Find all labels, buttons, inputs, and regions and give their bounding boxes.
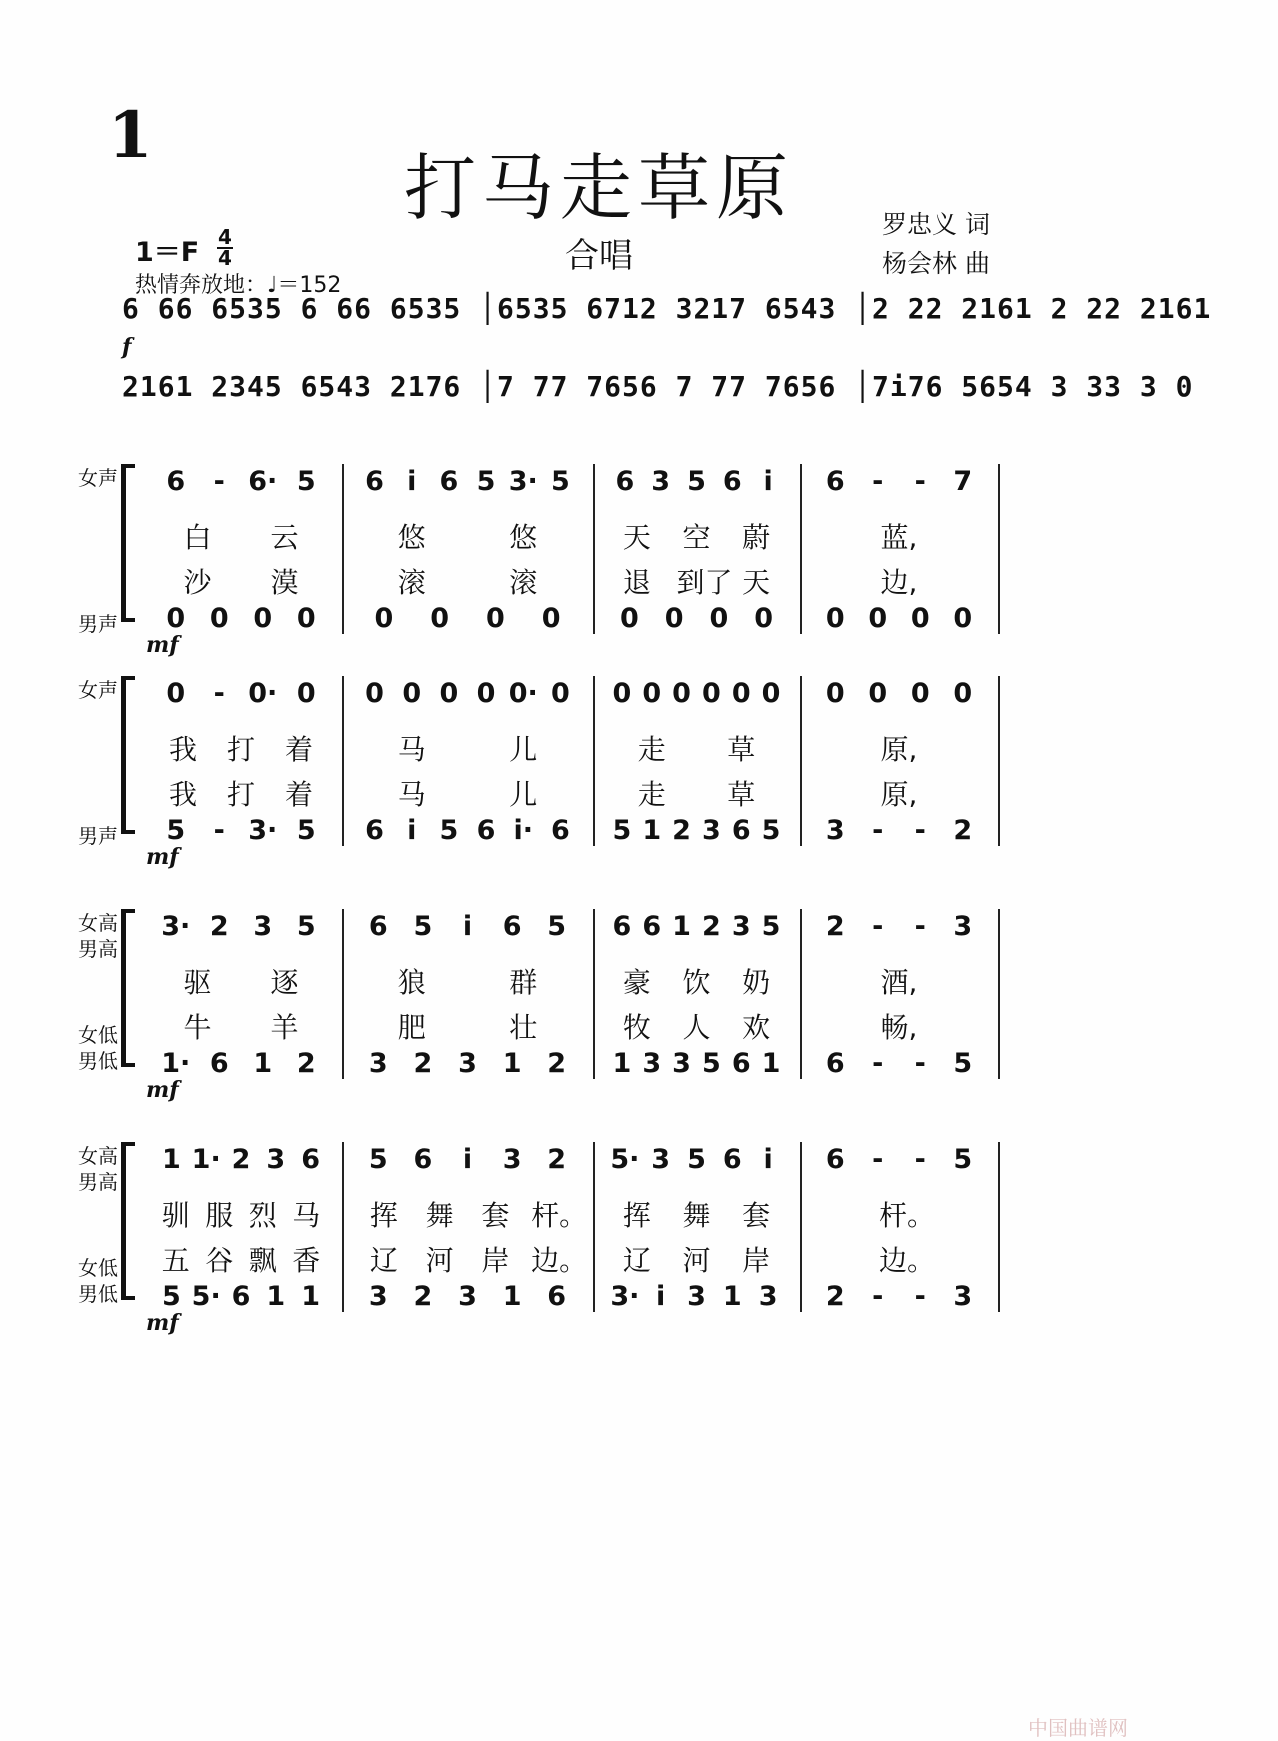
note-bottom: 3	[953, 1281, 973, 1312]
note-top: -	[872, 911, 884, 942]
system-bracket	[121, 913, 133, 1063]
lyric-verse-1: 烈	[248, 1199, 277, 1232]
lyric-verse-2: 边。	[531, 1244, 588, 1277]
lyric-verse-1: 白	[183, 521, 212, 554]
note-bottom: 6	[476, 815, 496, 846]
note-top: i	[763, 466, 773, 497]
barline	[593, 464, 595, 634]
note-bottom: 2	[413, 1281, 433, 1312]
note-bottom: 3·	[248, 815, 278, 846]
note-bottom: 0	[953, 603, 973, 634]
time-sig-top: 4	[218, 225, 232, 249]
note-top: -	[914, 466, 926, 497]
note-top: 5	[296, 466, 316, 497]
lyric-verse-2: 天	[742, 566, 771, 599]
note-top: 1·	[191, 1144, 221, 1175]
note-bottom: -	[914, 1048, 926, 1079]
note-top: -	[914, 1144, 926, 1175]
lyric-verse-1: 舞	[425, 1199, 454, 1232]
song-title: 打马走草原	[403, 146, 794, 230]
note-top: 3	[651, 1144, 671, 1175]
note-bottom: 0	[430, 603, 450, 634]
lyric-verse-1: 服	[205, 1199, 234, 1232]
note-bottom: 6	[825, 1048, 845, 1079]
note-bottom: 3	[672, 1048, 691, 1079]
note-top: 5	[368, 1144, 388, 1175]
barline	[800, 1142, 802, 1312]
lyric-verse-2: 边,	[880, 566, 918, 599]
note-bottom: 3	[458, 1281, 477, 1312]
note-bottom: 0	[619, 603, 639, 634]
note-top: 2	[209, 911, 229, 942]
lyric-verse-2: 人	[682, 1011, 711, 1044]
note-top: 3	[502, 1144, 522, 1175]
note-bottom: 1	[722, 1281, 742, 1312]
barline	[998, 1142, 1000, 1312]
note-bottom: 0	[485, 603, 505, 634]
note-top: 6	[612, 911, 632, 942]
note-bottom: 5	[612, 815, 632, 846]
lyric-verse-1: 驱	[183, 966, 212, 999]
note-top: 7	[953, 466, 973, 497]
note-top: 5	[296, 911, 316, 942]
note-top: 0	[953, 678, 973, 709]
lyric-verse-1: 套	[742, 1199, 771, 1232]
note-top: 6	[368, 911, 388, 942]
lyric-verse-1: 空	[682, 521, 711, 554]
note-bottom: -	[914, 815, 926, 846]
note-top: 0	[910, 678, 930, 709]
note-top: 0	[761, 678, 781, 709]
system-bracket	[121, 1146, 133, 1296]
key-signature: 1＝F	[135, 237, 200, 268]
barline	[593, 1142, 595, 1312]
note-top: 6	[825, 466, 845, 497]
note-top: 3	[266, 1144, 286, 1175]
note-top: i	[763, 1144, 773, 1175]
note-bottom: 5	[439, 815, 459, 846]
voice-label-bottom: 男声	[78, 612, 118, 636]
voice-label-top: 男高	[78, 937, 118, 961]
note-bottom: 5	[161, 1281, 181, 1312]
intro-line-2: 2161 2345 6543 2176 │7 77 7656 7 77 7656 │7i76 5654 3 33 3 0	[122, 370, 1194, 403]
lyric-verse-2: 牛	[183, 1011, 212, 1044]
barline	[800, 464, 802, 634]
lyric-verse-2: 漠	[270, 566, 299, 599]
note-bottom: 6	[731, 815, 751, 846]
lyric-verse-1: 打	[226, 733, 255, 766]
note-top: 3	[253, 911, 273, 942]
dynamic-marking: mf	[146, 1310, 179, 1336]
lyric-verse-1: 杆。	[531, 1199, 588, 1232]
note-top: 0	[476, 678, 496, 709]
barline	[998, 909, 1000, 1079]
note-top: 6	[722, 466, 742, 497]
time-signature	[217, 225, 233, 270]
lyric-verse-1: 悠	[397, 521, 426, 554]
note-bottom: 1	[642, 815, 662, 846]
note-top: 3·	[161, 911, 191, 942]
note-top: 6	[439, 466, 459, 497]
note-bottom: 0	[374, 603, 394, 634]
voice-label-top: 女高	[78, 1144, 118, 1168]
note-bottom: 6	[731, 1048, 751, 1079]
note-top: 3	[731, 911, 751, 942]
note-bottom: -	[914, 1281, 926, 1312]
note-top: 6	[722, 1144, 742, 1175]
note-top: 5	[551, 466, 570, 497]
note-bottom: 0	[166, 603, 186, 634]
voice-label-bottom: 女低	[78, 1256, 118, 1280]
watermark: 中国曲谱网	[1028, 1716, 1128, 1740]
note-bottom: 3	[825, 815, 845, 846]
lyric-verse-2: 我	[168, 778, 197, 811]
lyric-verse-1: 云	[270, 521, 299, 554]
intro-dynamic: f	[122, 334, 132, 360]
lyric-verse-1: 马	[292, 1199, 321, 1232]
note-bottom: -	[213, 815, 225, 846]
note-bottom: 0	[253, 603, 273, 634]
note-bottom: 5	[296, 815, 316, 846]
note-top: 5	[761, 911, 781, 942]
note-bottom: 2	[413, 1048, 433, 1079]
barline	[342, 464, 344, 634]
note-top: 2	[547, 1144, 567, 1175]
intro-line-1: 6 66 6535 6 66 6535 │6535 6712 3217 6543 │2 22 2161 2 22 2161	[122, 292, 1212, 325]
lyric-verse-2: 河	[682, 1244, 711, 1277]
voice-label-top: 女高	[78, 911, 118, 935]
note-top: -	[872, 1144, 884, 1175]
lyric-verse-2: 羊	[270, 1011, 299, 1044]
lyric-verse-1: 杆。	[879, 1199, 936, 1232]
lyric-verse-2: 河	[425, 1244, 454, 1277]
lyric-verse-2: 飘	[248, 1244, 277, 1277]
note-bottom: 1	[502, 1281, 522, 1312]
note-top: -	[213, 678, 225, 709]
note-top: 3	[953, 911, 973, 942]
note-bottom: 1·	[161, 1048, 191, 1079]
note-bottom: 3	[368, 1048, 388, 1079]
note-bottom: 3	[758, 1281, 778, 1312]
page-number: 1	[108, 98, 153, 173]
lyric-verse-2: 欢	[742, 1011, 771, 1044]
voice-label-top: 女声	[78, 466, 118, 490]
note-bottom: -	[872, 815, 884, 846]
lyric-verse-2: 岸	[742, 1244, 771, 1277]
note-top: 6·	[248, 466, 278, 497]
note-top: 0	[672, 678, 691, 709]
note-top: 3	[651, 466, 671, 497]
note-bottom: 0	[754, 603, 774, 634]
lyric-verse-2: 辽	[622, 1244, 651, 1277]
note-bottom: 5	[761, 815, 781, 846]
note-bottom: 3	[642, 1048, 662, 1079]
note-top: 2	[231, 1144, 251, 1175]
note-bottom: 6	[547, 1281, 567, 1312]
dynamic-marking: mf	[146, 1077, 179, 1103]
song-subtitle: 合唱	[565, 236, 633, 276]
barline	[342, 909, 344, 1079]
lyric-verse-1: 草	[727, 733, 756, 766]
lyric-verse-2: 肥	[397, 1011, 426, 1044]
lyric-verse-2: 壮	[509, 1011, 538, 1044]
note-bottom: 2	[953, 815, 973, 846]
note-bottom: 0	[910, 603, 930, 634]
note-top: 5	[953, 1144, 973, 1175]
note-bottom: 5·	[191, 1281, 221, 1312]
lyric-verse-2: 儿	[509, 778, 538, 811]
lyric-verse-2: 到了	[676, 566, 733, 599]
note-top: i	[462, 911, 473, 942]
note-top: 0	[402, 678, 422, 709]
lyric-verse-2: 滚	[397, 566, 426, 599]
note-bottom: 0	[296, 603, 316, 634]
note-bottom: 3·	[610, 1281, 640, 1312]
lyric-verse-2: 畅,	[880, 1011, 918, 1044]
lyric-verse-1: 着	[284, 733, 313, 766]
lyric-verse-1: 原,	[880, 733, 918, 766]
lyric-verse-2: 边。	[879, 1244, 936, 1277]
note-bottom: 2	[672, 815, 691, 846]
lyric-verse-2: 着	[284, 778, 313, 811]
note-bottom: 6	[551, 815, 570, 846]
composer-credit: 杨会林 曲	[882, 249, 990, 278]
lyric-verse-2: 辽	[369, 1244, 398, 1277]
voice-label-top: 女声	[78, 678, 118, 702]
lyric-verse-2: 走	[637, 778, 666, 811]
system-bracket	[121, 680, 133, 830]
voice-label-top: 男高	[78, 1170, 118, 1194]
note-bottom: 0	[825, 603, 845, 634]
voice-label-bottom: 男低	[78, 1049, 118, 1073]
lyric-verse-1: 狼	[397, 966, 426, 999]
note-bottom: i·	[513, 815, 533, 846]
note-top: 5·	[610, 1144, 640, 1175]
dynamic-marking: mf	[146, 632, 179, 658]
note-top: 0	[731, 678, 751, 709]
note-top: 1	[672, 911, 691, 942]
note-top: -	[914, 911, 926, 942]
barline	[800, 909, 802, 1079]
note-top: 0	[642, 678, 662, 709]
lyric-verse-1: 悠	[509, 521, 538, 554]
barline	[342, 1142, 344, 1312]
barline	[593, 676, 595, 846]
lyric-verse-1: 挥	[622, 1199, 651, 1232]
lyric-verse-1: 饮	[682, 966, 711, 999]
note-bottom: 3	[702, 815, 721, 846]
barline	[998, 676, 1000, 846]
note-bottom: 2	[825, 1281, 845, 1312]
note-top: 1	[161, 1144, 181, 1175]
note-bottom: i	[656, 1281, 666, 1312]
lyric-verse-1: 天	[622, 521, 651, 554]
lyric-verse-1: 豪	[622, 966, 651, 999]
note-bottom: 2	[296, 1048, 316, 1079]
lyric-verse-2: 香	[292, 1244, 321, 1277]
lyric-verse-1: 走	[637, 733, 666, 766]
note-top: 0	[825, 678, 845, 709]
note-top: 6	[413, 1144, 433, 1175]
note-top: 5	[547, 911, 567, 942]
note-top: 0	[702, 678, 721, 709]
note-bottom: 3	[687, 1281, 706, 1312]
note-top: i	[407, 466, 417, 497]
lyric-verse-2: 原,	[880, 778, 918, 811]
note-bottom: -	[872, 1281, 884, 1312]
time-sig-bottom: 4	[218, 246, 232, 270]
note-bottom: 0	[709, 603, 729, 634]
note-bottom: 1	[266, 1281, 286, 1312]
note-bottom: 0	[209, 603, 229, 634]
note-top: 5	[687, 1144, 706, 1175]
note-top: 5	[476, 466, 496, 497]
barline	[998, 464, 1000, 634]
lyric-verse-1: 蓝,	[880, 521, 918, 554]
lyric-verse-1: 逐	[270, 966, 299, 999]
lyricist-credit: 罗忠义 词	[882, 210, 990, 239]
voice-label-bottom: 男低	[78, 1282, 118, 1306]
lyric-verse-2: 马	[397, 778, 426, 811]
lyric-verse-2: 岸	[481, 1244, 510, 1277]
note-top: 6	[825, 1144, 845, 1175]
voice-label-bottom: 男声	[78, 824, 118, 848]
lyric-verse-2: 五	[161, 1244, 190, 1277]
barline	[593, 909, 595, 1079]
barline	[800, 676, 802, 846]
note-top: 0	[868, 678, 888, 709]
note-top: 6	[502, 911, 522, 942]
lyric-verse-1: 马	[397, 733, 426, 766]
note-top: 0·	[508, 678, 538, 709]
note-bottom: 6	[365, 815, 384, 846]
lyric-verse-2: 退	[622, 566, 651, 599]
note-top: -	[872, 466, 884, 497]
note-bottom: 1	[502, 1048, 522, 1079]
note-top: 0	[612, 678, 632, 709]
note-top: 0	[551, 678, 570, 709]
note-top: 0	[439, 678, 459, 709]
lyric-verse-1: 挥	[369, 1199, 398, 1232]
note-top: 5	[413, 911, 433, 942]
note-bottom: 6	[231, 1281, 251, 1312]
system-bracket	[121, 468, 133, 618]
lyric-verse-1: 酒,	[880, 966, 918, 999]
lyric-verse-1: 儿	[509, 733, 538, 766]
note-top: 6	[365, 466, 384, 497]
note-bottom: 1	[612, 1048, 632, 1079]
note-top: 2	[825, 911, 845, 942]
lyric-verse-2: 谷	[205, 1244, 234, 1277]
voice-label-bottom: 女低	[78, 1023, 118, 1047]
lyric-verse-2: 牧	[622, 1011, 651, 1044]
lyric-verse-1: 舞	[682, 1199, 711, 1232]
note-top: 6	[615, 466, 635, 497]
note-bottom: 5	[166, 815, 186, 846]
note-top: 0	[365, 678, 384, 709]
lyric-verse-1: 奶	[742, 966, 771, 999]
note-top: 0	[166, 678, 186, 709]
note-bottom: 0	[541, 603, 561, 634]
note-top: 0	[296, 678, 316, 709]
lyric-verse-1: 我	[168, 733, 197, 766]
lyric-verse-2: 草	[727, 778, 756, 811]
note-bottom: 2	[547, 1048, 567, 1079]
note-bottom: 3	[458, 1048, 477, 1079]
note-top: -	[213, 466, 225, 497]
dynamic-marking: mf	[146, 844, 179, 870]
note-bottom: 6	[209, 1048, 229, 1079]
tempo-marking: 热情奔放地：♩＝152	[135, 273, 342, 298]
barline	[342, 676, 344, 846]
note-top: 6	[301, 1144, 320, 1175]
lyric-verse-1: 套	[481, 1199, 510, 1232]
note-bottom: 3	[368, 1281, 388, 1312]
note-top: 2	[702, 911, 721, 942]
note-bottom: i	[407, 815, 417, 846]
note-bottom: 1	[301, 1281, 320, 1312]
note-bottom: 0	[868, 603, 888, 634]
lyric-verse-2: 打	[226, 778, 255, 811]
lyric-verse-2: 沙	[183, 566, 212, 599]
lyric-verse-2: 滚	[509, 566, 538, 599]
note-bottom: -	[872, 1048, 884, 1079]
note-bottom: 1	[253, 1048, 273, 1079]
note-top: 6	[166, 466, 186, 497]
lyric-verse-1: 群	[509, 966, 538, 999]
note-bottom: 5	[953, 1048, 973, 1079]
note-bottom: 1	[761, 1048, 781, 1079]
note-bottom: 0	[664, 603, 684, 634]
note-bottom: 5	[702, 1048, 721, 1079]
note-top: 5	[687, 466, 706, 497]
note-top: i	[462, 1144, 473, 1175]
note-top: 6	[642, 911, 662, 942]
note-top: 3·	[508, 466, 538, 497]
lyric-verse-1: 驯	[161, 1199, 190, 1232]
lyric-verse-1: 蔚	[742, 521, 771, 554]
note-top: 0·	[248, 678, 278, 709]
